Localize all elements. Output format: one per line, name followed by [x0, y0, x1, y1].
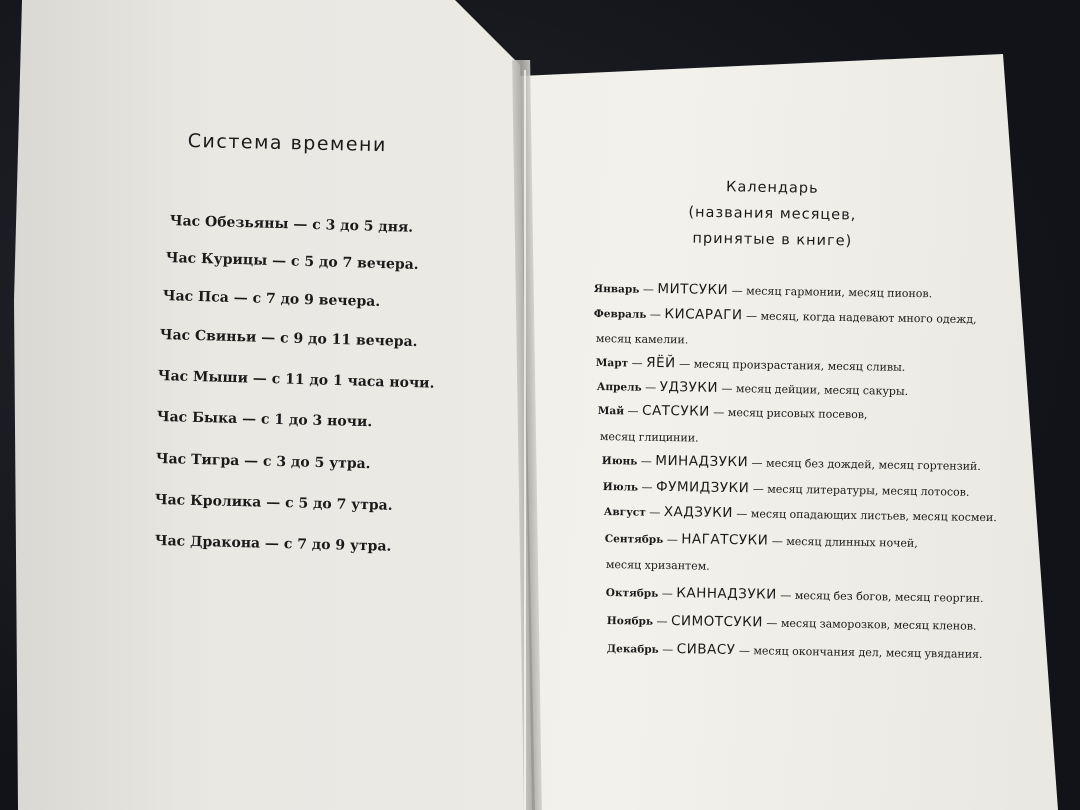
month-japanese-name: МИТСУКИ: [657, 280, 729, 299]
month-japanese-name: ХАДЗУКИ: [663, 503, 733, 522]
month-row: Март — ЯЁЙ — месяц произрастания, месяц сливы.: [595, 354, 906, 374]
month-name: Октябрь: [605, 586, 659, 600]
month-japanese-name: ФУМИДЗУКИ: [655, 478, 750, 497]
month-row: Август — ХАДЗУКИ — месяц опадающих листьев, месяц космеи.: [603, 503, 997, 525]
month-name: Январь: [593, 282, 640, 296]
month-description: месяц без дождей, месяц гортензий.: [765, 456, 981, 473]
month-row: Декабрь — СИВАСУ — месяц окончания дел, месяц увядания.: [606, 641, 983, 661]
month-name: Июль: [602, 480, 639, 494]
month-row: Сентябрь — НАГАТСУКИ — месяц длинных ночей,: [604, 531, 918, 550]
month-description: месяц без богов, месяц георгин.: [794, 588, 984, 605]
left-page-title: Система времени: [187, 130, 388, 157]
hour-line: Час Быка — с 1 до 3 ночи.: [156, 409, 373, 431]
hour-line: Час Кролика — с 5 до 7 утра.: [154, 492, 393, 514]
month-row: Февраль — КИСАРАГИ — месяц, когда надевают много одежд,: [593, 306, 977, 327]
month-japanese-name: МИНАДЗУКИ: [655, 452, 749, 471]
month-description: месяц заморозков, месяц кленов.: [780, 616, 977, 633]
month-description: месяц дейции, месяц сакуры.: [735, 382, 909, 398]
month-description: месяц глицинии.: [599, 430, 699, 445]
month-description: месяц литературы, месяц лотосов.: [767, 482, 970, 499]
month-description: месяц длинных ночей,: [786, 534, 918, 550]
month-row: Январь — МИТСУКИ — месяц гармонии, месяц пионов.: [593, 280, 933, 301]
month-row: Май — САТСУКИ — месяц рисовых посевов,: [597, 402, 868, 422]
hour-line: Час Курицы — с 5 до 7 вечера.: [165, 250, 419, 274]
hour-line: Час Свиньи — с 9 до 11 вечера.: [159, 327, 418, 351]
month-row-continuation: [596, 332, 689, 346]
month-japanese-name: УДЗУКИ: [659, 378, 719, 396]
month-name: Июнь: [601, 454, 638, 468]
month-name: Декабрь: [606, 642, 659, 656]
hour-line: Час Мыши — с 11 до 1 часа ночи.: [157, 368, 435, 392]
page-edge: [524, 70, 526, 810]
month-name: Сентябрь: [604, 532, 664, 546]
month-description: месяц произрастания, месяц сливы.: [693, 357, 906, 374]
month-name: Май: [597, 404, 625, 418]
month-japanese-name: СИВАСУ: [676, 641, 736, 659]
month-name: Февраль: [593, 307, 647, 321]
month-row: Ноябрь — СИМОТСУКИ — месяц заморозков, месяц кленов.: [606, 613, 977, 633]
month-description: месяц рисовых посевов,: [727, 406, 868, 422]
right-page-title-line: (названия месяцев,: [688, 204, 857, 224]
month-japanese-name: СИМОТСУКИ: [670, 613, 764, 631]
right-page-title-line: принятые в книге): [692, 230, 853, 250]
month-description: месяц, когда надевают много одежд,: [760, 309, 977, 327]
month-description: месяц окончания дел, месяц увядания.: [753, 644, 983, 661]
month-japanese-name: КИСАРАГИ: [664, 306, 743, 324]
month-name: Ноябрь: [606, 614, 654, 628]
month-japanese-name: КАННАДЗУКИ: [676, 585, 777, 603]
month-row: Апрель — УДЗУКИ — месяц дейции, месяц сакуры.: [596, 378, 909, 398]
right-page-title-line: Календарь: [725, 179, 819, 197]
hour-line: Час Дракона — с 7 до 9 утра.: [154, 533, 392, 555]
month-description: месяц камелии.: [595, 332, 689, 347]
month-row-continuation: [600, 430, 699, 445]
month-japanese-name: ЯЁЙ: [646, 354, 676, 372]
month-japanese-name: САТСУКИ: [641, 402, 710, 420]
hour-line: Час Пса — с 7 до 9 вечера.: [162, 288, 381, 311]
month-row-continuation: [606, 558, 710, 573]
month-row: Июнь — МИНАДЗУКИ — месяц без дождей, месяц гортензий.: [601, 452, 981, 473]
month-name: Март: [595, 356, 629, 370]
hour-line: Час Тигра — с 3 до 5 утра.: [155, 451, 371, 473]
month-name: Август: [603, 505, 646, 519]
month-description: месяц хризантем.: [605, 558, 710, 573]
month-name: Апрель: [596, 380, 642, 394]
month-japanese-name: НАГАТСУКИ: [681, 531, 769, 549]
month-row: Июль — ФУМИДЗУКИ — месяц литературы, месяц лотосов.: [602, 478, 970, 499]
month-row: Октябрь — КАННАДЗУКИ — месяц без богов, месяц георгин.: [605, 585, 984, 605]
month-description: месяц гармонии, месяц пионов.: [746, 284, 933, 301]
month-description: месяц опадающих листьев, месяц космеи.: [750, 507, 997, 525]
hour-line: Час Обезьяны — с 3 до 5 дня.: [169, 213, 414, 236]
